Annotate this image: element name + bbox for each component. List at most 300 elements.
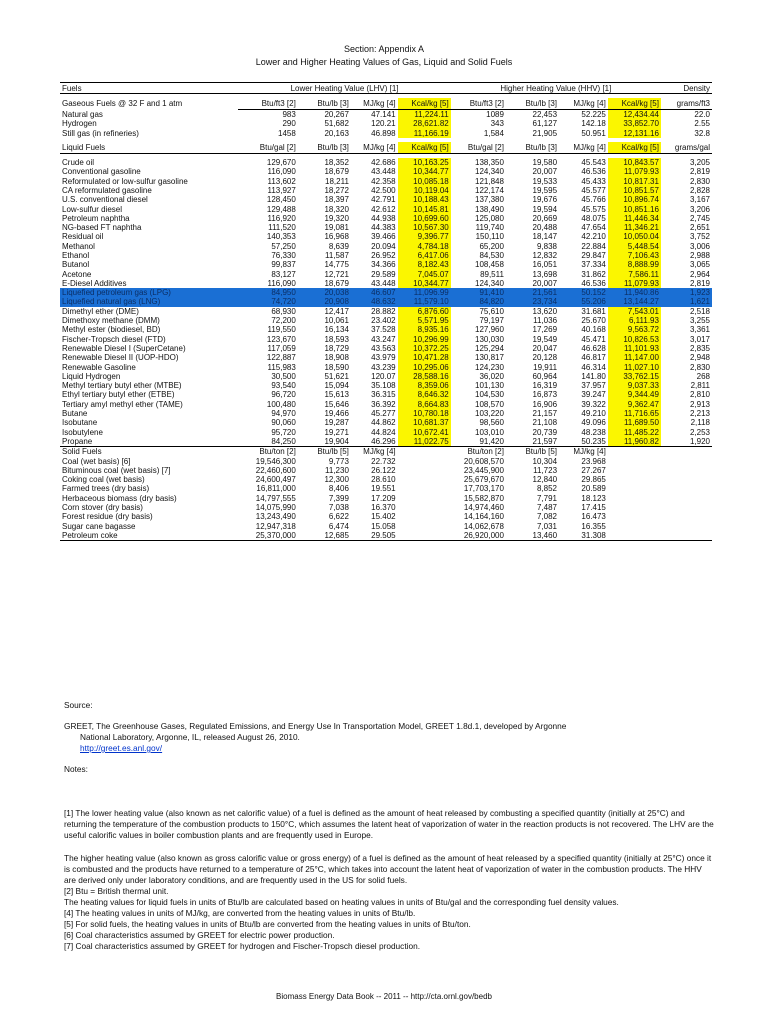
fuel-name: Corn stover (dry basis) bbox=[62, 503, 143, 513]
value-cell: 113,927 bbox=[267, 185, 296, 195]
gaseous-col-header: Btu/ft3 [2] bbox=[451, 98, 506, 110]
empty-cell bbox=[661, 503, 712, 512]
value-cell: 150,110 bbox=[475, 232, 504, 242]
value-cell: 7,038 bbox=[328, 503, 349, 513]
solid-row bbox=[60, 531, 712, 541]
value-cell: 20,739 bbox=[532, 427, 558, 437]
value-cell: 42.210 bbox=[581, 232, 606, 242]
empty-cell bbox=[398, 466, 451, 475]
fuel-name: Reformulated or low-sulfur gasoline bbox=[62, 176, 188, 186]
fuel-name: Still gas (in refineries) bbox=[62, 128, 139, 138]
value-cell: 11,485.22 bbox=[608, 428, 661, 437]
value-cell: 51,621 bbox=[324, 371, 349, 381]
fuel-name: Coal (wet basis) [6] bbox=[62, 456, 131, 466]
value-cell: 51,682 bbox=[324, 119, 349, 129]
empty-cell bbox=[398, 484, 451, 493]
value-cell: 49.210 bbox=[581, 409, 606, 419]
value-cell: 28.882 bbox=[371, 306, 396, 316]
value-cell: 23,445,900 bbox=[463, 465, 504, 475]
value-cell: 36,020 bbox=[479, 371, 504, 381]
solid-row bbox=[60, 475, 712, 484]
fuel-name: CA reformulated gasoline bbox=[62, 185, 152, 195]
value-cell: 46.817 bbox=[581, 353, 606, 363]
value-cell: 16.370 bbox=[371, 503, 396, 513]
value-cell: 15,646 bbox=[324, 399, 349, 409]
fuel-name: Conventional gasoline bbox=[62, 167, 141, 177]
liquid-row bbox=[60, 158, 712, 167]
value-cell: 10,851.16 bbox=[608, 204, 661, 213]
value-cell: 13,460 bbox=[506, 531, 559, 541]
value-cell: 1089 bbox=[486, 110, 504, 120]
value-cell: 5,448.54 bbox=[608, 242, 661, 251]
value-cell: 45.766 bbox=[581, 195, 606, 205]
value-cell: 55.206 bbox=[559, 297, 608, 306]
liquid-row bbox=[60, 344, 712, 353]
value-cell: 19,911 bbox=[533, 362, 558, 372]
value-cell: 18,211 bbox=[325, 176, 349, 186]
value-cell: 9,773 bbox=[328, 456, 349, 466]
value-cell: 22.732 bbox=[371, 456, 396, 466]
value-cell: 50.152 bbox=[559, 288, 608, 297]
gaseous-col-header: MJ/kg [4] bbox=[559, 98, 608, 110]
liquid-row bbox=[60, 325, 712, 334]
liquid-row bbox=[60, 279, 712, 288]
value-cell: 14,062,678 bbox=[463, 521, 504, 531]
source-text-2: National Laboratory, Argonne, IL, released August 26, 2010. bbox=[80, 732, 300, 742]
liquid-row bbox=[60, 186, 712, 195]
value-cell: 10,145.81 bbox=[398, 204, 451, 213]
value-cell: 100,480 bbox=[266, 399, 296, 409]
value-cell: 96,720 bbox=[271, 390, 296, 400]
value-cell: 137,380 bbox=[475, 195, 504, 205]
value-cell: 20,608,570 bbox=[463, 456, 504, 466]
value-cell: 43.448 bbox=[371, 167, 396, 177]
value-cell: 2,988 bbox=[689, 251, 710, 260]
value-cell: 22.884 bbox=[581, 241, 606, 251]
value-cell: 46.898 bbox=[371, 128, 396, 138]
value-cell: 6,111.93 bbox=[608, 316, 661, 325]
value-cell: 11,940.86 bbox=[608, 288, 661, 297]
value-cell: 6,876.60 bbox=[398, 307, 451, 316]
value-cell: 16,873 bbox=[532, 390, 558, 400]
value-cell: 11,446.34 bbox=[608, 214, 661, 223]
value-cell: 141.80 bbox=[581, 371, 606, 381]
value-cell: 17,703,170 bbox=[463, 484, 504, 494]
fuel-name: Herbaceous biomass (dry basis) bbox=[62, 493, 177, 503]
liquid-row bbox=[60, 269, 712, 278]
value-cell: 3,255 bbox=[689, 316, 710, 326]
value-cell: 12,434.44 bbox=[608, 110, 661, 120]
value-cell: 44.938 bbox=[371, 213, 396, 223]
value-cell: 3,205 bbox=[689, 158, 710, 168]
value-cell: 31.862 bbox=[581, 269, 606, 279]
empty-cell bbox=[608, 521, 661, 530]
value-cell: 84,530 bbox=[479, 251, 504, 260]
value-cell: 2,745 bbox=[689, 213, 710, 223]
value-cell: 3,017 bbox=[689, 334, 710, 344]
value-cell: 46.314 bbox=[581, 362, 606, 372]
value-cell: 8,406 bbox=[328, 484, 349, 494]
value-cell: 17,269 bbox=[532, 325, 558, 335]
value-cell: 103,010 bbox=[475, 427, 504, 437]
value-cell: 130,030 bbox=[475, 334, 504, 344]
value-cell: 119,550 bbox=[267, 325, 296, 335]
value-cell: 10,896.74 bbox=[608, 195, 661, 204]
note-7: [7] Coal characteristics assumed by GREET for hydrogen and Fischer-Tropsch diesel production. bbox=[64, 941, 421, 951]
value-cell: 2,518 bbox=[689, 306, 710, 316]
value-cell: 16.355 bbox=[581, 521, 606, 531]
value-cell: 11,022.75 bbox=[398, 437, 451, 447]
fuel-name: Natural gas bbox=[62, 109, 103, 119]
value-cell: 1,584 bbox=[483, 128, 504, 138]
value-cell: 10,085.18 bbox=[398, 176, 451, 185]
value-cell: 32.8 bbox=[694, 128, 710, 138]
value-cell: 2,835 bbox=[689, 343, 710, 353]
value-cell: 3,752 bbox=[689, 232, 710, 242]
value-cell: 11,960.82 bbox=[608, 437, 661, 447]
note-6: [6] Coal characteristics assumed by GREET for electric power production. bbox=[64, 930, 335, 940]
value-cell: 19,904 bbox=[324, 436, 349, 446]
liquid-row bbox=[60, 335, 712, 344]
liquid-row bbox=[60, 242, 712, 251]
value-cell: 8,664.83 bbox=[398, 400, 451, 409]
value-cell: 89,511 bbox=[480, 269, 504, 279]
value-cell: 36.315 bbox=[371, 390, 396, 400]
value-cell: 76,330 bbox=[271, 251, 296, 260]
value-cell: 18,593 bbox=[324, 334, 349, 344]
value-cell: 14,775 bbox=[324, 260, 349, 270]
value-cell: 84,950 bbox=[238, 288, 297, 297]
value-cell: 10,304 bbox=[532, 456, 558, 466]
value-cell: 20,007 bbox=[532, 278, 558, 288]
value-cell: 10,372.25 bbox=[398, 344, 451, 353]
value-cell: 6,474 bbox=[328, 521, 349, 531]
value-cell: 10,780.18 bbox=[398, 409, 451, 418]
value-cell: 28,621.82 bbox=[398, 119, 451, 128]
liquid-row bbox=[60, 362, 712, 371]
solid-col-header: Btu/ton [2] bbox=[238, 447, 297, 457]
liquid-row bbox=[60, 381, 712, 390]
value-cell: 7,082 bbox=[536, 512, 558, 522]
liquid-col-header: MJ/kg [4] bbox=[559, 142, 608, 154]
header-row bbox=[60, 83, 712, 94]
value-cell: 19,676 bbox=[532, 195, 558, 205]
solid-row bbox=[60, 521, 712, 530]
value-cell: 37.957 bbox=[581, 381, 606, 391]
value-cell: 2,811 bbox=[690, 381, 710, 391]
value-cell: 17.209 bbox=[371, 493, 396, 503]
fuel-name: Tertiary amyl methyl ether (TAME) bbox=[62, 399, 183, 409]
empty-cell bbox=[398, 456, 451, 465]
value-cell: 95,720 bbox=[271, 427, 296, 437]
value-cell: 1458 bbox=[278, 128, 296, 138]
empty-cell bbox=[661, 512, 712, 521]
solid-title: Solid Fuels bbox=[60, 447, 238, 457]
value-cell: 3,065 bbox=[689, 260, 710, 270]
value-cell: 138,350 bbox=[475, 158, 504, 168]
value-cell: 113,602 bbox=[267, 176, 296, 186]
solid-row bbox=[60, 512, 712, 521]
fuel-name: Crude oil bbox=[62, 158, 95, 168]
liquid-row bbox=[60, 353, 712, 362]
gaseous-row bbox=[60, 129, 712, 138]
value-cell: 11,346.21 bbox=[608, 223, 661, 232]
value-cell: 48.632 bbox=[351, 297, 398, 306]
solid-row bbox=[60, 503, 712, 512]
solid-col-header: MJ/kg [4] bbox=[559, 447, 608, 457]
value-cell: 11,587 bbox=[325, 251, 349, 260]
liquid-row-selected bbox=[60, 288, 712, 297]
value-cell: 2,810 bbox=[689, 390, 710, 400]
value-cell: 10,567.30 bbox=[398, 223, 451, 232]
value-cell: 29.847 bbox=[581, 251, 606, 260]
value-cell: 3,167 bbox=[689, 195, 710, 205]
empty-cell bbox=[608, 503, 661, 512]
value-cell: 129,670 bbox=[266, 158, 296, 168]
gaseous-col-header: Btu/ft3 [2] bbox=[238, 98, 297, 110]
heating-values-table bbox=[60, 82, 712, 541]
value-cell: 47.141 bbox=[371, 110, 396, 120]
value-cell: 12,947,318 bbox=[255, 521, 296, 531]
value-cell: 115,983 bbox=[267, 362, 296, 372]
value-cell: 16,906 bbox=[532, 399, 558, 409]
value-cell: 8,646.32 bbox=[398, 390, 451, 399]
value-cell: 7,791 bbox=[536, 493, 558, 503]
empty-cell bbox=[661, 447, 712, 457]
fuel-name: U.S. conventional diesel bbox=[62, 195, 148, 205]
value-cell: 8,639 bbox=[328, 241, 349, 251]
value-cell: 47.654 bbox=[581, 223, 606, 233]
value-cell: 14,797,555 bbox=[255, 493, 296, 503]
value-cell: 17.415 bbox=[581, 503, 606, 513]
fuel-name: Petroleum naphtha bbox=[62, 213, 130, 223]
gaseous-col-header: MJ/kg [4] bbox=[351, 98, 398, 110]
empty-cell bbox=[661, 484, 712, 493]
value-cell: 45.577 bbox=[581, 185, 606, 195]
value-cell: 124,340 bbox=[475, 278, 504, 288]
value-cell: 8,888.99 bbox=[608, 260, 661, 269]
value-cell: 46.536 bbox=[581, 278, 606, 288]
liquid-col-header: Btu/lb [3] bbox=[506, 142, 559, 154]
liquid-row bbox=[60, 260, 712, 269]
source-label: Source: bbox=[64, 700, 93, 710]
value-cell: 21,597 bbox=[532, 436, 558, 446]
value-cell: 13,144.27 bbox=[608, 297, 661, 306]
value-cell: 74,720 bbox=[238, 297, 297, 306]
liquid-col-header: Btu/gal [2] bbox=[238, 142, 297, 154]
fuel-name: Butanol bbox=[62, 260, 90, 270]
value-cell: 142.18 bbox=[581, 119, 606, 129]
value-cell: 2,964 bbox=[689, 269, 710, 279]
value-cell: 18,147 bbox=[532, 232, 558, 242]
value-cell: 60,964 bbox=[532, 371, 558, 381]
value-cell: 93,540 bbox=[271, 381, 296, 391]
value-cell: 20,038 bbox=[298, 288, 351, 297]
value-cell: 61,127 bbox=[532, 119, 558, 129]
fuel-name: Liquefied petroleum gas (LPG) bbox=[60, 288, 238, 297]
value-cell: 72,200 bbox=[271, 316, 296, 326]
source-block bbox=[64, 700, 714, 775]
value-cell: 20,047 bbox=[532, 343, 558, 353]
value-cell: 129,488 bbox=[266, 204, 296, 214]
fuel-name: Liquefied natural gas (LNG) bbox=[60, 297, 238, 306]
value-cell: 50.235 bbox=[581, 436, 606, 446]
source-link[interactable]: http://greet.es.anl.gov/ bbox=[80, 743, 163, 753]
value-cell: 2,913 bbox=[689, 399, 710, 409]
value-cell: 46.628 bbox=[581, 343, 606, 353]
empty-cell bbox=[398, 531, 451, 541]
empty-cell bbox=[608, 531, 661, 541]
value-cell: 94,970 bbox=[271, 409, 296, 419]
value-cell: 1,920 bbox=[689, 436, 710, 446]
value-cell: 11,689.50 bbox=[608, 418, 661, 427]
empty-cell bbox=[608, 466, 661, 475]
value-cell: 79,197 bbox=[479, 316, 504, 326]
value-cell: 35.108 bbox=[371, 381, 396, 391]
value-cell: 9,344.49 bbox=[608, 390, 661, 399]
value-cell: 10,295.06 bbox=[398, 362, 451, 371]
value-cell: 19,595 bbox=[532, 185, 558, 195]
value-cell: 19,287 bbox=[324, 418, 349, 428]
value-cell: 116,920 bbox=[267, 213, 296, 223]
value-cell: 15,094 bbox=[324, 381, 349, 391]
empty-cell bbox=[398, 512, 451, 521]
value-cell: 10,050.04 bbox=[608, 232, 661, 241]
value-cell: 103,220 bbox=[475, 409, 504, 419]
value-cell: 23.402 bbox=[371, 316, 396, 326]
value-cell: 31.681 bbox=[581, 306, 606, 316]
value-cell: 125,080 bbox=[475, 213, 504, 223]
solid-col-header: Btu/ton [2] bbox=[451, 447, 506, 457]
value-cell: 29.505 bbox=[351, 531, 398, 541]
liquid-row bbox=[60, 372, 712, 381]
empty-cell bbox=[608, 456, 661, 465]
value-cell: 3,206 bbox=[689, 204, 710, 214]
value-cell: 18,679 bbox=[324, 278, 349, 288]
liquid-col-header: Kcal/kg [5] bbox=[398, 142, 451, 154]
value-cell: 11,579.10 bbox=[398, 297, 451, 306]
value-cell: 46.296 bbox=[371, 436, 396, 446]
value-cell: 19,546,300 bbox=[255, 456, 296, 466]
value-cell: 7,031 bbox=[536, 521, 558, 531]
value-cell: 125,294 bbox=[475, 343, 504, 353]
fuel-name: Isobutane bbox=[62, 418, 98, 428]
value-cell: 83,127 bbox=[271, 269, 296, 279]
gaseous-header-row bbox=[60, 98, 712, 110]
value-cell: 42.500 bbox=[371, 185, 396, 195]
solid-header-row bbox=[60, 447, 712, 457]
value-cell: 33,852.70 bbox=[608, 119, 661, 128]
value-cell: 26.122 bbox=[371, 465, 396, 475]
value-cell: 43.448 bbox=[371, 278, 396, 288]
liquid-row bbox=[60, 307, 712, 316]
value-cell: 57,250 bbox=[271, 241, 296, 251]
value-cell: 11,230 bbox=[325, 465, 349, 475]
value-cell: 9,362.47 bbox=[608, 400, 661, 409]
value-cell: 12,685 bbox=[298, 531, 351, 541]
fuel-name: E-Diesel Additives bbox=[62, 278, 127, 288]
value-cell: 18.123 bbox=[581, 493, 606, 503]
fuel-name: Hydrogen bbox=[62, 119, 97, 129]
liquid-col-header: Kcal/kg [5] bbox=[608, 142, 661, 154]
empty-cell bbox=[608, 494, 661, 503]
value-cell: 20.094 bbox=[371, 241, 396, 251]
fuel-name: Low-sulfur diesel bbox=[62, 204, 123, 214]
fuel-name: Methyl tertiary butyl ether (MTBE) bbox=[62, 381, 182, 391]
value-cell: 12,721 bbox=[324, 269, 349, 279]
value-cell: 21,905 bbox=[532, 128, 558, 138]
value-cell: 21,157 bbox=[532, 409, 558, 419]
value-cell: 24,600,497 bbox=[255, 475, 296, 485]
value-cell: 5,571.95 bbox=[398, 316, 451, 325]
value-cell: 10,843.57 bbox=[608, 158, 661, 167]
gaseous-row bbox=[60, 119, 712, 128]
value-cell: 108,570 bbox=[475, 399, 504, 409]
value-cell: 120.07 bbox=[371, 371, 396, 381]
value-cell: 33,762.15 bbox=[608, 372, 661, 381]
value-cell: 2,651 bbox=[689, 223, 710, 233]
value-cell: 9,563.72 bbox=[608, 325, 661, 334]
liquid-row bbox=[60, 437, 712, 447]
notes-label: Notes: bbox=[64, 764, 88, 774]
value-cell: 2,948 bbox=[689, 353, 710, 363]
value-cell: 11,036 bbox=[533, 316, 558, 326]
value-cell: 15.402 bbox=[371, 512, 396, 522]
liquid-row bbox=[60, 390, 712, 399]
gaseous-col-header: grams/ft3 bbox=[661, 98, 712, 110]
value-cell: 11,166.19 bbox=[398, 129, 451, 138]
empty-cell bbox=[608, 512, 661, 521]
empty-cell bbox=[608, 484, 661, 493]
fuel-name: Sugar cane bagasse bbox=[62, 521, 136, 531]
value-cell: 52.225 bbox=[581, 110, 606, 120]
value-cell: 46.607 bbox=[351, 288, 398, 297]
liquid-row bbox=[60, 418, 712, 427]
value-cell: 40.168 bbox=[581, 325, 606, 335]
gaseous-title: Gaseous Fuels @ 32 F and 1 atm bbox=[62, 99, 183, 109]
liquid-row-selected bbox=[60, 297, 712, 306]
value-cell: 10,681.37 bbox=[398, 418, 451, 427]
empty-cell bbox=[398, 503, 451, 512]
value-cell: 10,826.53 bbox=[608, 335, 661, 344]
value-cell: 42.358 bbox=[371, 176, 396, 186]
solid-col-header: Btu/lb [5] bbox=[506, 447, 559, 457]
empty-cell bbox=[398, 447, 451, 457]
value-cell: 119,740 bbox=[475, 223, 504, 233]
value-cell: 48.075 bbox=[581, 213, 606, 223]
value-cell: 26,920,000 bbox=[451, 531, 506, 541]
liquid-col-header: Btu/gal [2] bbox=[451, 142, 506, 154]
value-cell: 19.551 bbox=[371, 484, 396, 494]
value-cell: 121,848 bbox=[475, 176, 504, 186]
value-cell: 39.322 bbox=[581, 399, 606, 409]
value-cell: 23.968 bbox=[581, 456, 606, 466]
value-cell: 29.865 bbox=[581, 475, 606, 485]
value-cell: 10,699.60 bbox=[398, 214, 451, 223]
value-cell: 124,230 bbox=[475, 362, 504, 372]
value-cell: 19,081 bbox=[324, 223, 349, 233]
value-cell: 98,560 bbox=[479, 418, 504, 428]
value-cell: 16,968 bbox=[324, 232, 349, 242]
value-cell: 6,417.06 bbox=[398, 251, 451, 260]
value-cell: 122,174 bbox=[475, 185, 504, 195]
fuel-name: Coking coal (wet basis) bbox=[62, 475, 145, 485]
value-cell: 28,588.16 bbox=[398, 372, 451, 381]
fuel-name: NG-based FT naphtha bbox=[62, 223, 142, 233]
hhv-header: Higher Heating Value (HHV) [1] bbox=[451, 83, 661, 94]
fuel-name: Dimethoxy methane (DMM) bbox=[62, 316, 160, 326]
value-cell: 14,974,460 bbox=[463, 503, 504, 513]
